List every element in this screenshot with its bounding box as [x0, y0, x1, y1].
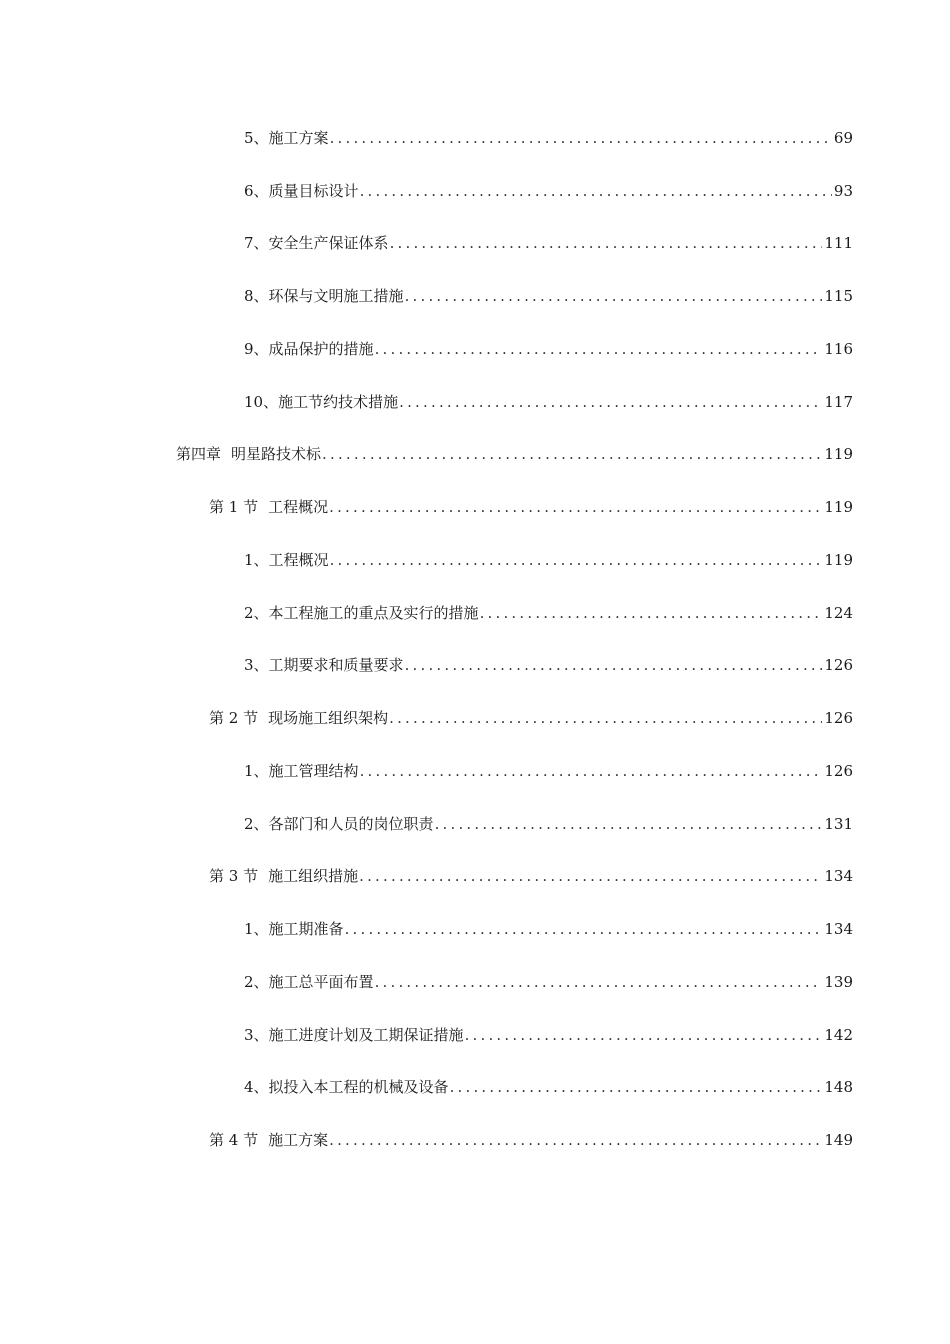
toc-dot-leader [322, 442, 822, 466]
toc-entry[interactable] [244, 548, 853, 572]
toc-dot-leader [375, 337, 823, 361]
toc-entry-page: 93 [833, 182, 853, 200]
toc-entry[interactable] [244, 917, 853, 941]
toc-entry-number: 1、 [244, 762, 269, 780]
toc-entry-page: 126 [824, 709, 853, 727]
toc-entry-title: 施工总平面布置 [268, 973, 374, 991]
toc-entry-title: 工程概况 [268, 498, 329, 516]
toc-entry-title: 质量目标设计 [268, 182, 359, 200]
toc-entry-number: 第 1 节 [209, 498, 259, 516]
toc-dot-leader [480, 601, 823, 625]
toc-entry-page: 126 [824, 656, 853, 674]
toc-entry[interactable] [244, 390, 853, 414]
toc-entry[interactable] [244, 759, 853, 783]
toc-entry-page: 148 [824, 1078, 853, 1096]
toc-entry-section[interactable] [209, 706, 853, 730]
toc-entry-section[interactable] [209, 495, 853, 519]
toc-dot-leader [330, 126, 832, 150]
toc-entry-page: 115 [824, 287, 853, 305]
toc-entry-title: 各部门和人员的岗位职责 [268, 815, 434, 833]
toc-entry-number: 第 4 节 [209, 1131, 259, 1149]
toc-dot-leader [360, 179, 832, 203]
toc-entry-page: 134 [824, 920, 853, 938]
toc-entry-title: 安全生产保证体系 [268, 234, 389, 252]
toc-entry-page: 124 [824, 604, 853, 622]
toc-entry[interactable] [244, 231, 853, 255]
toc-entry[interactable] [244, 126, 853, 150]
toc-entry[interactable] [244, 1023, 853, 1047]
toc-entry-number: 2、 [244, 604, 269, 622]
toc-entry-title: 施工节约技术措施 [278, 393, 399, 411]
toc-entry-title: 拟投入本工程的机械及设备 [268, 1078, 449, 1096]
toc-dot-leader [390, 231, 823, 255]
toc-entry-number: 2、 [244, 973, 269, 991]
toc-entry-page: 149 [824, 1131, 853, 1149]
toc-entry[interactable] [244, 812, 853, 836]
toc-entry-title: 施工组织措施 [268, 867, 359, 885]
toc-entry-number: 6、 [244, 182, 269, 200]
toc-entry-number: 8、 [244, 287, 269, 305]
toc-entry-number: 9、 [244, 340, 269, 358]
toc-dot-leader [345, 917, 823, 941]
toc-entry-section[interactable] [209, 1128, 853, 1152]
toc-entry-number: 4、 [244, 1078, 269, 1096]
toc-entry-title: 工程概况 [268, 551, 329, 569]
toc-entry[interactable] [244, 179, 853, 203]
toc-entry-page: 119 [824, 498, 853, 516]
toc-entry-number: 第四章 [176, 445, 222, 463]
toc-entry-page: 69 [833, 129, 853, 147]
toc-entry-page: 111 [824, 234, 853, 252]
toc-dot-leader [330, 548, 823, 572]
toc-entry-page: 117 [824, 393, 853, 411]
toc-entry-page: 119 [824, 551, 853, 569]
toc-entry-page: 131 [824, 815, 853, 833]
toc-entry-number: 1、 [244, 551, 269, 569]
toc-entry-title: 本工程施工的重点及实行的措施 [268, 604, 479, 622]
toc-entry-number: 10、 [244, 393, 279, 411]
toc-dot-leader [465, 1023, 823, 1047]
toc-dot-leader [450, 1075, 823, 1099]
toc-entry-title: 工期要求和质量要求 [268, 656, 404, 674]
toc-entry-title: 明星路技术标 [231, 445, 322, 463]
toc-entry[interactable] [244, 337, 853, 361]
toc-dot-leader [399, 390, 822, 414]
toc-entry-title: 施工期准备 [268, 920, 344, 938]
toc-dot-leader [375, 970, 823, 994]
toc-entry-title: 成品保护的措施 [268, 340, 374, 358]
toc-entry[interactable] [244, 284, 853, 308]
toc-dot-leader [360, 759, 823, 783]
toc-entry-title: 施工方案 [268, 129, 329, 147]
toc-entry-chapter[interactable] [176, 442, 853, 466]
toc-dot-leader [405, 284, 823, 308]
toc-entry-number: 1、 [244, 920, 269, 938]
toc-dot-leader [329, 495, 822, 519]
toc-entry-title: 施工进度计划及工期保证措施 [268, 1026, 464, 1044]
toc-entry-number: 7、 [244, 234, 269, 252]
toc-entry-title: 现场施工组织架构 [268, 709, 389, 727]
toc-entry[interactable] [244, 601, 853, 625]
toc-entry[interactable] [244, 970, 853, 994]
toc-entry-number: 2、 [244, 815, 269, 833]
toc-entry-number: 5、 [244, 129, 269, 147]
toc-dot-leader [435, 812, 823, 836]
toc-entry-number: 3、 [244, 656, 269, 674]
toc-dot-leader [389, 706, 822, 730]
toc-entry-number: 3、 [244, 1026, 269, 1044]
toc-entry-page: 119 [824, 445, 853, 463]
toc-dot-leader [359, 864, 822, 888]
toc-entry-page: 142 [824, 1026, 853, 1044]
toc-entry[interactable] [244, 653, 853, 677]
toc-dot-leader [329, 1128, 822, 1152]
toc-entry-title: 施工方案 [268, 1131, 329, 1149]
toc-entry-number: 第 3 节 [209, 867, 259, 885]
toc-entry-page: 116 [824, 340, 853, 358]
toc-dot-leader [405, 653, 823, 677]
toc-entry-section[interactable] [209, 864, 853, 888]
toc-entry-title: 环保与文明施工措施 [268, 287, 404, 305]
toc-entry-number: 第 2 节 [209, 709, 259, 727]
toc-entry-page: 134 [824, 867, 853, 885]
toc-entry-page: 139 [824, 973, 853, 991]
toc-entry-title: 施工管理结构 [268, 762, 359, 780]
toc-entry-page: 126 [824, 762, 853, 780]
toc-entry[interactable] [244, 1075, 853, 1099]
